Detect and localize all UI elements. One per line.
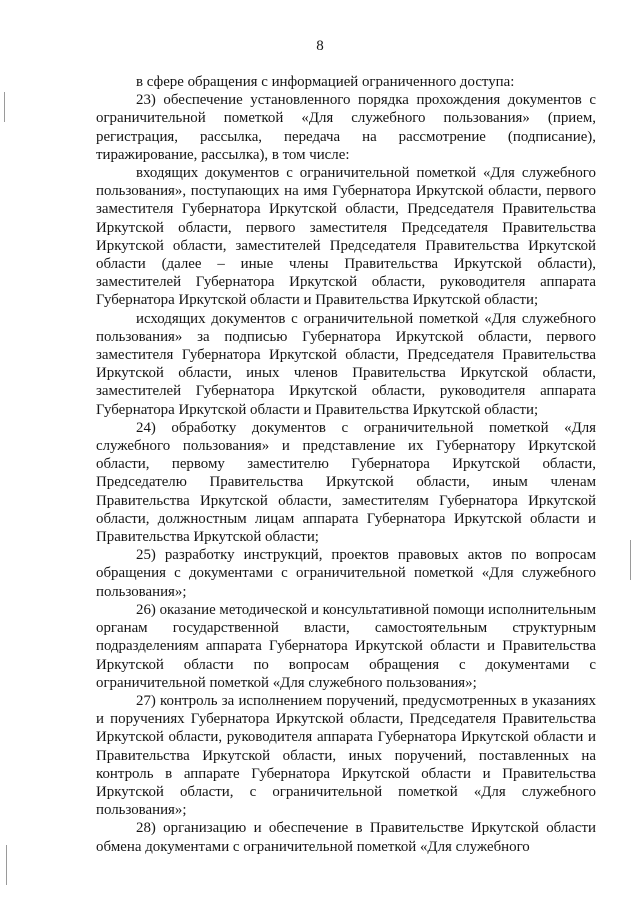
- document-body: [96, 73, 596, 856]
- paragraph-item-25: 25) разработку инструкций, проектов правовых актов по вопросам обращения с документами с ограничительной пометкой «Для служебного пользования»;: [96, 547, 596, 600]
- paragraph-outgoing-documents: исходящих документов с ограничительной пометкой «Для служебного пользования» за подписью Губернатора Иркутской области, первого заместителя Губернатора Иркутской области, Председателя Правительства Иркутской области, иных членов Правительства Иркутской области, заместителей Губернатора Иркутской области, руководителя аппарата Губернатора Иркутской области и Правительства Иркутской области;: [96, 310, 596, 418]
- scan-margin-mark-right: [630, 540, 631, 580]
- paragraph-item-28: 28) организацию и обеспечение в Правительстве Иркутской области обмена документами с ограничительной пометкой «Для служебного: [96, 820, 596, 855]
- paragraph-item-23: 23) обеспечение установленного порядка прохождения документов с ограничительной пометкой «Для служебного пользования» (прием, регистрация, рассылка, передача на рассмотрение (подписание), тиражирование, рассылка), в том числе:: [96, 92, 596, 163]
- scan-margin-mark-left: [4, 92, 5, 122]
- paragraph-item-24: 24) обработку документов с ограничительной пометкой «Для служебного пользования» и представление их Губернатору Иркутской области, первому заместителю Губернатора Иркутской области, Председателю Правительства Иркутской области, иным членам Правительства Иркутской области, заместителям Губернатора Иркутской области, должностным лицам аппарата Губернатора Иркутской области и Правительства Иркутской области;: [96, 419, 596, 546]
- paragraph-item-26: 26) оказание методической и консультативной помощи исполнительным органам государственной власти, самостоятельным структурным подразделениям аппарата Губернатора Иркутской области и Правительства Иркутской области по вопросам обращения с документами с ограничительной пометкой «Для служебного пользования»;: [96, 601, 597, 691]
- scan-margin-mark-bottom-left: [6, 845, 7, 885]
- paragraph-sphere-intro: в сфере обращения с информацией ограниченного доступа:: [136, 74, 515, 90]
- paragraph-incoming-documents: входящих документов с ограничительной пометкой «Для служебного пользования», поступающих на имя Губернатора Иркутской области, первого заместителя Губернатора Иркутской области, Председателя Правительства Иркутской области, первого заместителя Председателя Правительства Иркутской области, заместителей Председателя Правительства Иркутской области (далее – иные члены Правительства Иркутской области), заместителей Губернатора Иркутской области, руководителя аппарата Губернатора Иркутской области и Правительства Иркутской области;: [96, 165, 596, 309]
- paragraph-item-27: 27) контроль за исполнением поручений, предусмотренных в указаниях и поручениях Губернатора Иркутской области, Председателя Правительства Иркутской области, руководителя аппарата Губернатора Иркутской области и Правительства Иркутской области, иных поручений, поставленных на контроль в аппарате Губернатора Иркутской области и Правительства Иркутской области, с ограничительной пометкой «Для служебного пользования»;: [96, 692, 596, 819]
- page-number: 8: [316, 38, 324, 54]
